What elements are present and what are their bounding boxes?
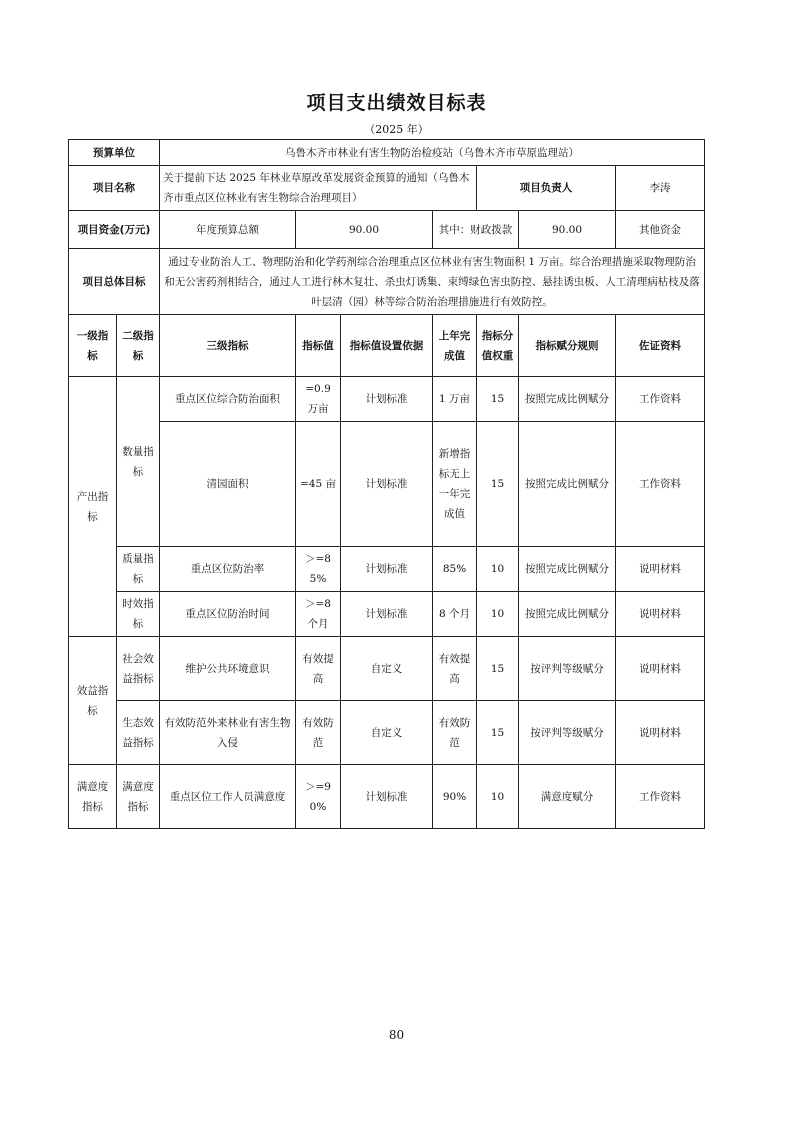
col-header: 二级指标: [117, 315, 160, 377]
page-number: 80: [388, 1028, 405, 1042]
col-header: 一级指标: [69, 315, 117, 377]
group-benefit: 效益指标: [69, 637, 117, 765]
weight-cell: 15: [477, 377, 519, 422]
value-cell: =45 亩: [296, 422, 341, 547]
annual-budget-label: 年度预算总额: [160, 211, 296, 249]
overall-goal-label: 项目总体目标: [69, 249, 160, 315]
weight-cell: 10: [477, 592, 519, 637]
table-row: [69, 592, 705, 637]
table-row: [69, 377, 705, 422]
col-header: 三级指标: [160, 315, 296, 377]
rule-cell: 按评判等级赋分: [519, 637, 616, 701]
overall-goal-value: 通过专业防治人工、物理防治和化学药剂综合治理重点区位林业有害生物面积 1 万亩。综合治理措施采取物理防治和无公害药剂相结合，通过人工进行林木复壮、杀虫灯诱集、束缚绿色害虫防控、悬挂诱虫板、人工清理病枯枝及落叶层清（园）林等综合防治治理措施进行有效防控。: [160, 249, 705, 315]
evidence-cell: 工作资料: [616, 377, 705, 422]
budget-unit-label: 预算单位: [69, 140, 160, 166]
evidence-cell: 说明材料: [616, 592, 705, 637]
col-header: 上年完成值: [433, 315, 477, 377]
weight-cell: 10: [477, 547, 519, 592]
value-cell: ＞=85%: [296, 547, 341, 592]
basis-cell: 自定义: [341, 637, 433, 701]
basis-cell: 计划标准: [341, 765, 433, 829]
project-name-label: 项目名称: [69, 166, 160, 211]
subgroup-timeliness: 时效指标: [117, 592, 160, 637]
funds-label: 项目资金(万元): [69, 211, 160, 249]
basis-cell: 计划标准: [341, 592, 433, 637]
evidence-cell: 说明材料: [616, 637, 705, 701]
rule-cell: 按照完成比例赋分: [519, 422, 616, 547]
table-row: [69, 701, 705, 765]
column-header-row: [69, 315, 705, 377]
evidence-cell: 说明材料: [616, 701, 705, 765]
col-header: 指标赋分规则: [519, 315, 616, 377]
last-year-cell: 新增指标无上一年完成值: [433, 422, 477, 547]
weight-cell: 15: [477, 637, 519, 701]
table-row: [69, 765, 705, 829]
rule-cell: 按照完成比例赋分: [519, 547, 616, 592]
indicator-cell: 重点区位防治率: [160, 547, 296, 592]
evidence-cell: 工作资料: [616, 765, 705, 829]
value-cell: 有效提高: [296, 637, 341, 701]
project-leader-value: 李涛: [616, 166, 705, 211]
indicator-cell: 维护公共环境意识: [160, 637, 296, 701]
subgroup-quantity: 数量指标: [117, 377, 160, 547]
budget-unit-row: [69, 140, 705, 166]
evidence-cell: 说明材料: [616, 547, 705, 592]
performance-table: [68, 139, 705, 829]
other-funds-label: 其他资金: [616, 211, 705, 249]
last-year-cell: 有效提高: [433, 637, 477, 701]
weight-cell: 15: [477, 422, 519, 547]
weight-cell: 15: [477, 701, 519, 765]
table-row: [69, 547, 705, 592]
weight-cell: 10: [477, 765, 519, 829]
indicator-cell: 重点区位防治时间: [160, 592, 296, 637]
table-row: [69, 422, 705, 547]
page-title: 项目支出绩效目标表: [306, 92, 487, 114]
value-cell: 有效防范: [296, 701, 341, 765]
basis-cell: 自定义: [341, 701, 433, 765]
subgroup-quality: 质量指标: [117, 547, 160, 592]
rule-cell: 按照完成比例赋分: [519, 592, 616, 637]
value-cell: ＞=90%: [296, 765, 341, 829]
indicator-cell: 重点区位综合防治面积: [160, 377, 296, 422]
last-year-cell: 1 万亩: [433, 377, 477, 422]
subgroup-social: 社会效益指标: [117, 637, 160, 701]
project-name-value: 关于提前下达 2025 年林业草原改革发展资金预算的通知（乌鲁木齐市重点区位林业有害生物综合治理项目）: [160, 166, 477, 211]
last-year-cell: 有效防范: [433, 701, 477, 765]
fiscal-value: 90.00: [519, 211, 616, 249]
last-year-cell: 8 个月: [433, 592, 477, 637]
budget-unit-value: 乌鲁木齐市林业有害生物防治检疫站（乌鲁木齐市草原监理站）: [160, 140, 705, 166]
subgroup-ecological: 生态效益指标: [117, 701, 160, 765]
col-header: 佐证资料: [616, 315, 705, 377]
table-row: [69, 637, 705, 701]
project-name-row: [69, 166, 705, 211]
value-cell: ＞=8 个月: [296, 592, 341, 637]
value-cell: =0.9 万亩: [296, 377, 341, 422]
project-leader-label: 项目负责人: [477, 166, 616, 211]
basis-cell: 计划标准: [341, 547, 433, 592]
subgroup-satisfaction: 满意度指标: [117, 765, 160, 829]
indicator-cell: 有效防范外来林业有害生物入侵: [160, 701, 296, 765]
rule-cell: 按评判等级赋分: [519, 701, 616, 765]
rule-cell: 满意度赋分: [519, 765, 616, 829]
rule-cell: 按照完成比例赋分: [519, 377, 616, 422]
indicator-cell: 重点区位工作人员满意度: [160, 765, 296, 829]
basis-cell: 计划标准: [341, 422, 433, 547]
annual-budget-value: 90.00: [296, 211, 433, 249]
fiscal-label: 其中：财政拨款: [433, 211, 519, 249]
evidence-cell: 工作资料: [616, 422, 705, 547]
overall-goal-row: [69, 249, 705, 315]
basis-cell: 计划标准: [341, 377, 433, 422]
funds-row: [69, 211, 705, 249]
group-satisfaction: 满意度指标: [69, 765, 117, 829]
year-label: （2025 年）: [364, 123, 429, 136]
last-year-cell: 85%: [433, 547, 477, 592]
col-header: 指标值: [296, 315, 341, 377]
group-output: 产出指标: [69, 377, 117, 637]
indicator-cell: 清园面积: [160, 422, 296, 547]
last-year-cell: 90%: [433, 765, 477, 829]
col-header: 指标值设置依据: [341, 315, 433, 377]
col-header: 指标分值权重: [477, 315, 519, 377]
